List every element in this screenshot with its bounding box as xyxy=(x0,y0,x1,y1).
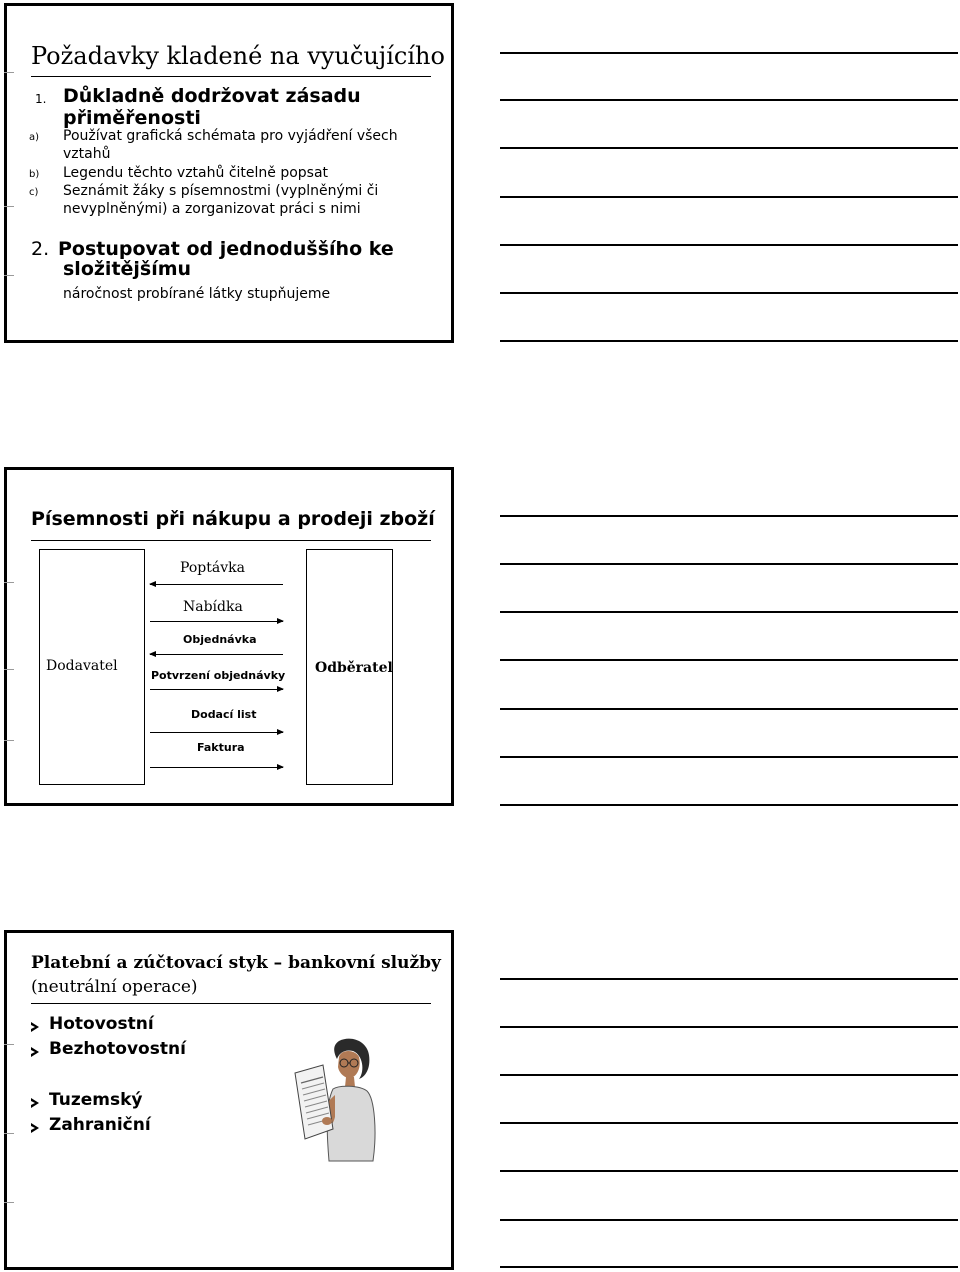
title-underline xyxy=(31,540,431,541)
arrow-left xyxy=(150,654,283,655)
bullet-text: Bezhotovostní xyxy=(49,1039,186,1059)
slide-tick xyxy=(4,1133,14,1134)
woman-reading-newspaper-icon xyxy=(289,1033,384,1163)
odberatel-box xyxy=(306,549,393,785)
list-item-heading: Postupovat od jednoduššího ke xyxy=(58,238,394,260)
flow-label: Dodací list xyxy=(191,708,257,721)
arrow-bullet-icon xyxy=(31,1022,39,1032)
slide-title: Platební a zúčtovací styk – bankovní služby xyxy=(31,953,441,973)
arrow-bullet-icon xyxy=(31,1047,39,1057)
slide-title: Požadavky kladené na vyučujícího xyxy=(31,42,445,70)
slide-tick xyxy=(4,72,14,73)
sub-item-text: nevyplněnými) a zorganizovat práci s nimi xyxy=(63,201,361,217)
box-label: Dodavatel xyxy=(46,658,118,674)
list-item-heading: přiměřenosti xyxy=(63,107,201,129)
note-line xyxy=(500,611,958,613)
slide-tick xyxy=(4,275,14,276)
bullet-text: Hotovostní xyxy=(49,1014,154,1034)
arrow-bullet-icon xyxy=(31,1123,39,1133)
title-underline xyxy=(31,1003,431,1004)
note-line xyxy=(500,1170,958,1172)
sub-label: c) xyxy=(29,187,39,198)
note-line xyxy=(500,804,958,806)
arrow-right xyxy=(150,732,283,733)
note-line xyxy=(500,978,958,980)
slide-subtitle: (neutrální operace) xyxy=(31,977,198,997)
slide-tick xyxy=(4,669,14,670)
slide-tick xyxy=(4,206,14,207)
list-item-heading: Důkladně dodržovat zásadu xyxy=(63,85,361,107)
slide-tick xyxy=(4,740,14,741)
note-line xyxy=(500,1122,958,1124)
slide-1 xyxy=(4,3,454,343)
note-line xyxy=(500,244,958,246)
note-line xyxy=(500,196,958,198)
note-line xyxy=(500,563,958,565)
note-line xyxy=(500,1026,958,1028)
note-line xyxy=(500,1219,958,1221)
note-line xyxy=(500,1074,958,1076)
note-line xyxy=(500,659,958,661)
title-underline xyxy=(31,76,431,77)
flow-label: Objednávka xyxy=(183,633,257,646)
note-line xyxy=(500,340,958,342)
slide-tick xyxy=(4,1202,14,1203)
sub-label: a) xyxy=(29,132,40,143)
list-item-heading: složitějšímu xyxy=(63,258,192,280)
slide-tick xyxy=(4,582,14,583)
sub-label: b) xyxy=(29,169,40,180)
note-line xyxy=(500,756,958,758)
dodavatel-box xyxy=(39,549,145,785)
flow-label: Potvrzení objednávky xyxy=(151,669,286,682)
slide-title: Písemnosti při nákupu a prodeji zboží xyxy=(31,508,435,530)
note-line xyxy=(500,99,958,101)
slide-tick xyxy=(4,1044,14,1045)
slide-2 xyxy=(4,467,454,806)
note-line xyxy=(500,708,958,710)
list-number: 1. xyxy=(35,92,47,106)
bullet-text: Zahraniční xyxy=(49,1115,151,1135)
slide-3 xyxy=(4,930,454,1270)
arrow-bullet-icon xyxy=(31,1098,39,1108)
flow-label: Poptávka xyxy=(180,560,245,576)
note-line xyxy=(500,1266,958,1268)
note-line xyxy=(500,147,958,149)
bullet-text: Tuzemský xyxy=(49,1090,143,1110)
note-line xyxy=(500,515,958,517)
arrow-left xyxy=(150,584,283,585)
list-number: 2. xyxy=(31,238,50,260)
flow-label: Faktura xyxy=(197,741,245,754)
sub-item-text: Seznámit žáky s písemnostmi (vyplněnými či xyxy=(63,183,379,199)
arrow-right xyxy=(150,621,283,622)
note-line xyxy=(500,292,958,294)
flow-label: Nabídka xyxy=(183,599,243,615)
box-label: Odběratel xyxy=(315,660,393,676)
item-note: náročnost probírané látky stupňujeme xyxy=(63,286,331,302)
sub-item-text: vztahů xyxy=(63,146,111,162)
arrow-right xyxy=(150,767,283,768)
sub-item-text: Používat grafická schémata pro vyjádření všech xyxy=(63,128,398,144)
sub-item-text: Legendu těchto vztahů čitelně popsat xyxy=(63,165,329,181)
note-line xyxy=(500,52,958,54)
arrow-right xyxy=(150,689,283,690)
